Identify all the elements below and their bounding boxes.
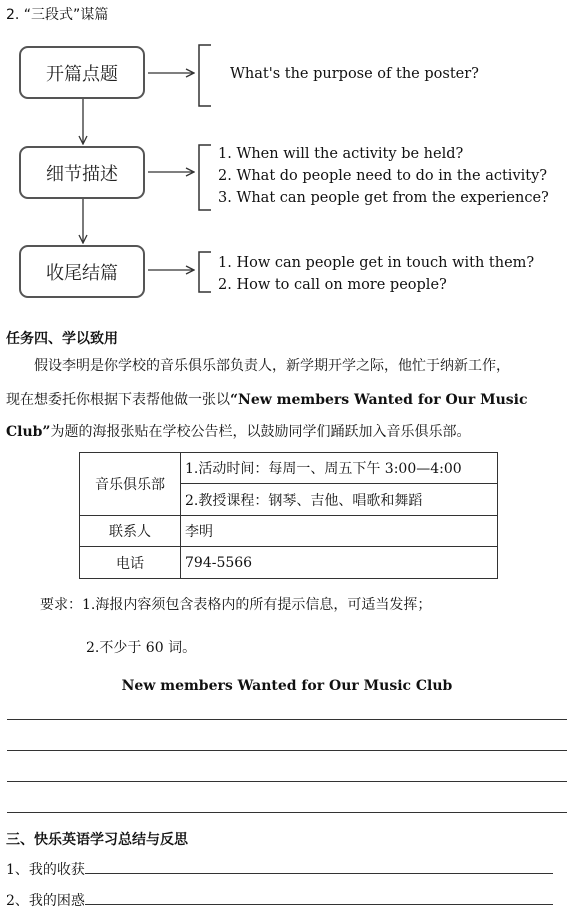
- writing-line: [7, 750, 567, 751]
- club-courses: 2.教授课程：钢琴、吉他、唱歌和舞蹈: [181, 484, 498, 516]
- contact-value: 李明: [181, 516, 498, 547]
- poster-title: New members Wanted for Our Music Club: [121, 678, 453, 694]
- ending-question: 1. How can people get in touch with them?: [218, 255, 535, 271]
- club-time: 1.活动时间：每周一、周五下午 3:00—4:00: [181, 453, 498, 484]
- task-paragraph-text: 现在想委托你根据下表帮他做一张以: [6, 392, 230, 408]
- task-paragraph-line: [6, 385, 527, 415]
- poster-title-inline: Club”: [6, 424, 51, 440]
- writing-line: [7, 719, 567, 720]
- phone-value: 794-5566: [181, 547, 498, 579]
- section3-title: 三、快乐英语学习总结与反思: [6, 832, 188, 848]
- writing-line: [7, 812, 567, 813]
- opening-box: 开篇点题: [19, 46, 145, 99]
- contact-label: 联系人: [80, 516, 181, 547]
- detail-question: 1. When will the activity be held?: [218, 146, 464, 162]
- task4-title: 任务四、学以致用: [6, 331, 118, 347]
- reflection-confusion: [6, 886, 553, 916]
- detail-question: 3. What can people get from the experience?: [218, 190, 549, 206]
- club-label: 音乐俱乐部: [80, 453, 181, 516]
- opening-question: What's the purpose of the poster?: [230, 66, 479, 82]
- task-paragraph-line: [6, 417, 470, 447]
- detail-box: 细节描述: [19, 146, 145, 199]
- reflection-label: 2、我的困惑: [6, 893, 85, 909]
- bracket: [199, 45, 211, 106]
- poster-title-inline: “New members Wanted for Our Music: [230, 392, 528, 408]
- info-table: [79, 452, 498, 579]
- requirement: 2.不少于 60 词。: [86, 640, 197, 656]
- bracket: [199, 145, 211, 210]
- reflection-label: 1、我的收获: [6, 862, 85, 878]
- reflection-gain: [6, 855, 553, 885]
- section-heading: 2. “三段式”谋篇: [6, 7, 109, 23]
- answer-blank: [85, 859, 553, 874]
- task-paragraph-line: 假设李明是你学校的音乐俱乐部负责人，新学期开学之际，他忙于纳新工作，: [34, 358, 510, 374]
- bracket: [199, 252, 211, 292]
- phone-label: 电话: [80, 547, 181, 579]
- task-paragraph-text: 为题的海报张贴在学校公告栏，以鼓励同学们踊跃加入音乐俱乐部。: [50, 424, 471, 440]
- detail-question: 2. What do people need to do in the activity?: [218, 168, 548, 184]
- ending-box: 收尾结篇: [19, 245, 145, 298]
- writing-line: [7, 781, 567, 782]
- ending-question: 2. How to call on more people?: [218, 277, 447, 293]
- requirement: 要求：1.海报内容须包含表格内的所有提示信息，可适当发挥；: [40, 597, 432, 613]
- answer-blank: [85, 890, 553, 905]
